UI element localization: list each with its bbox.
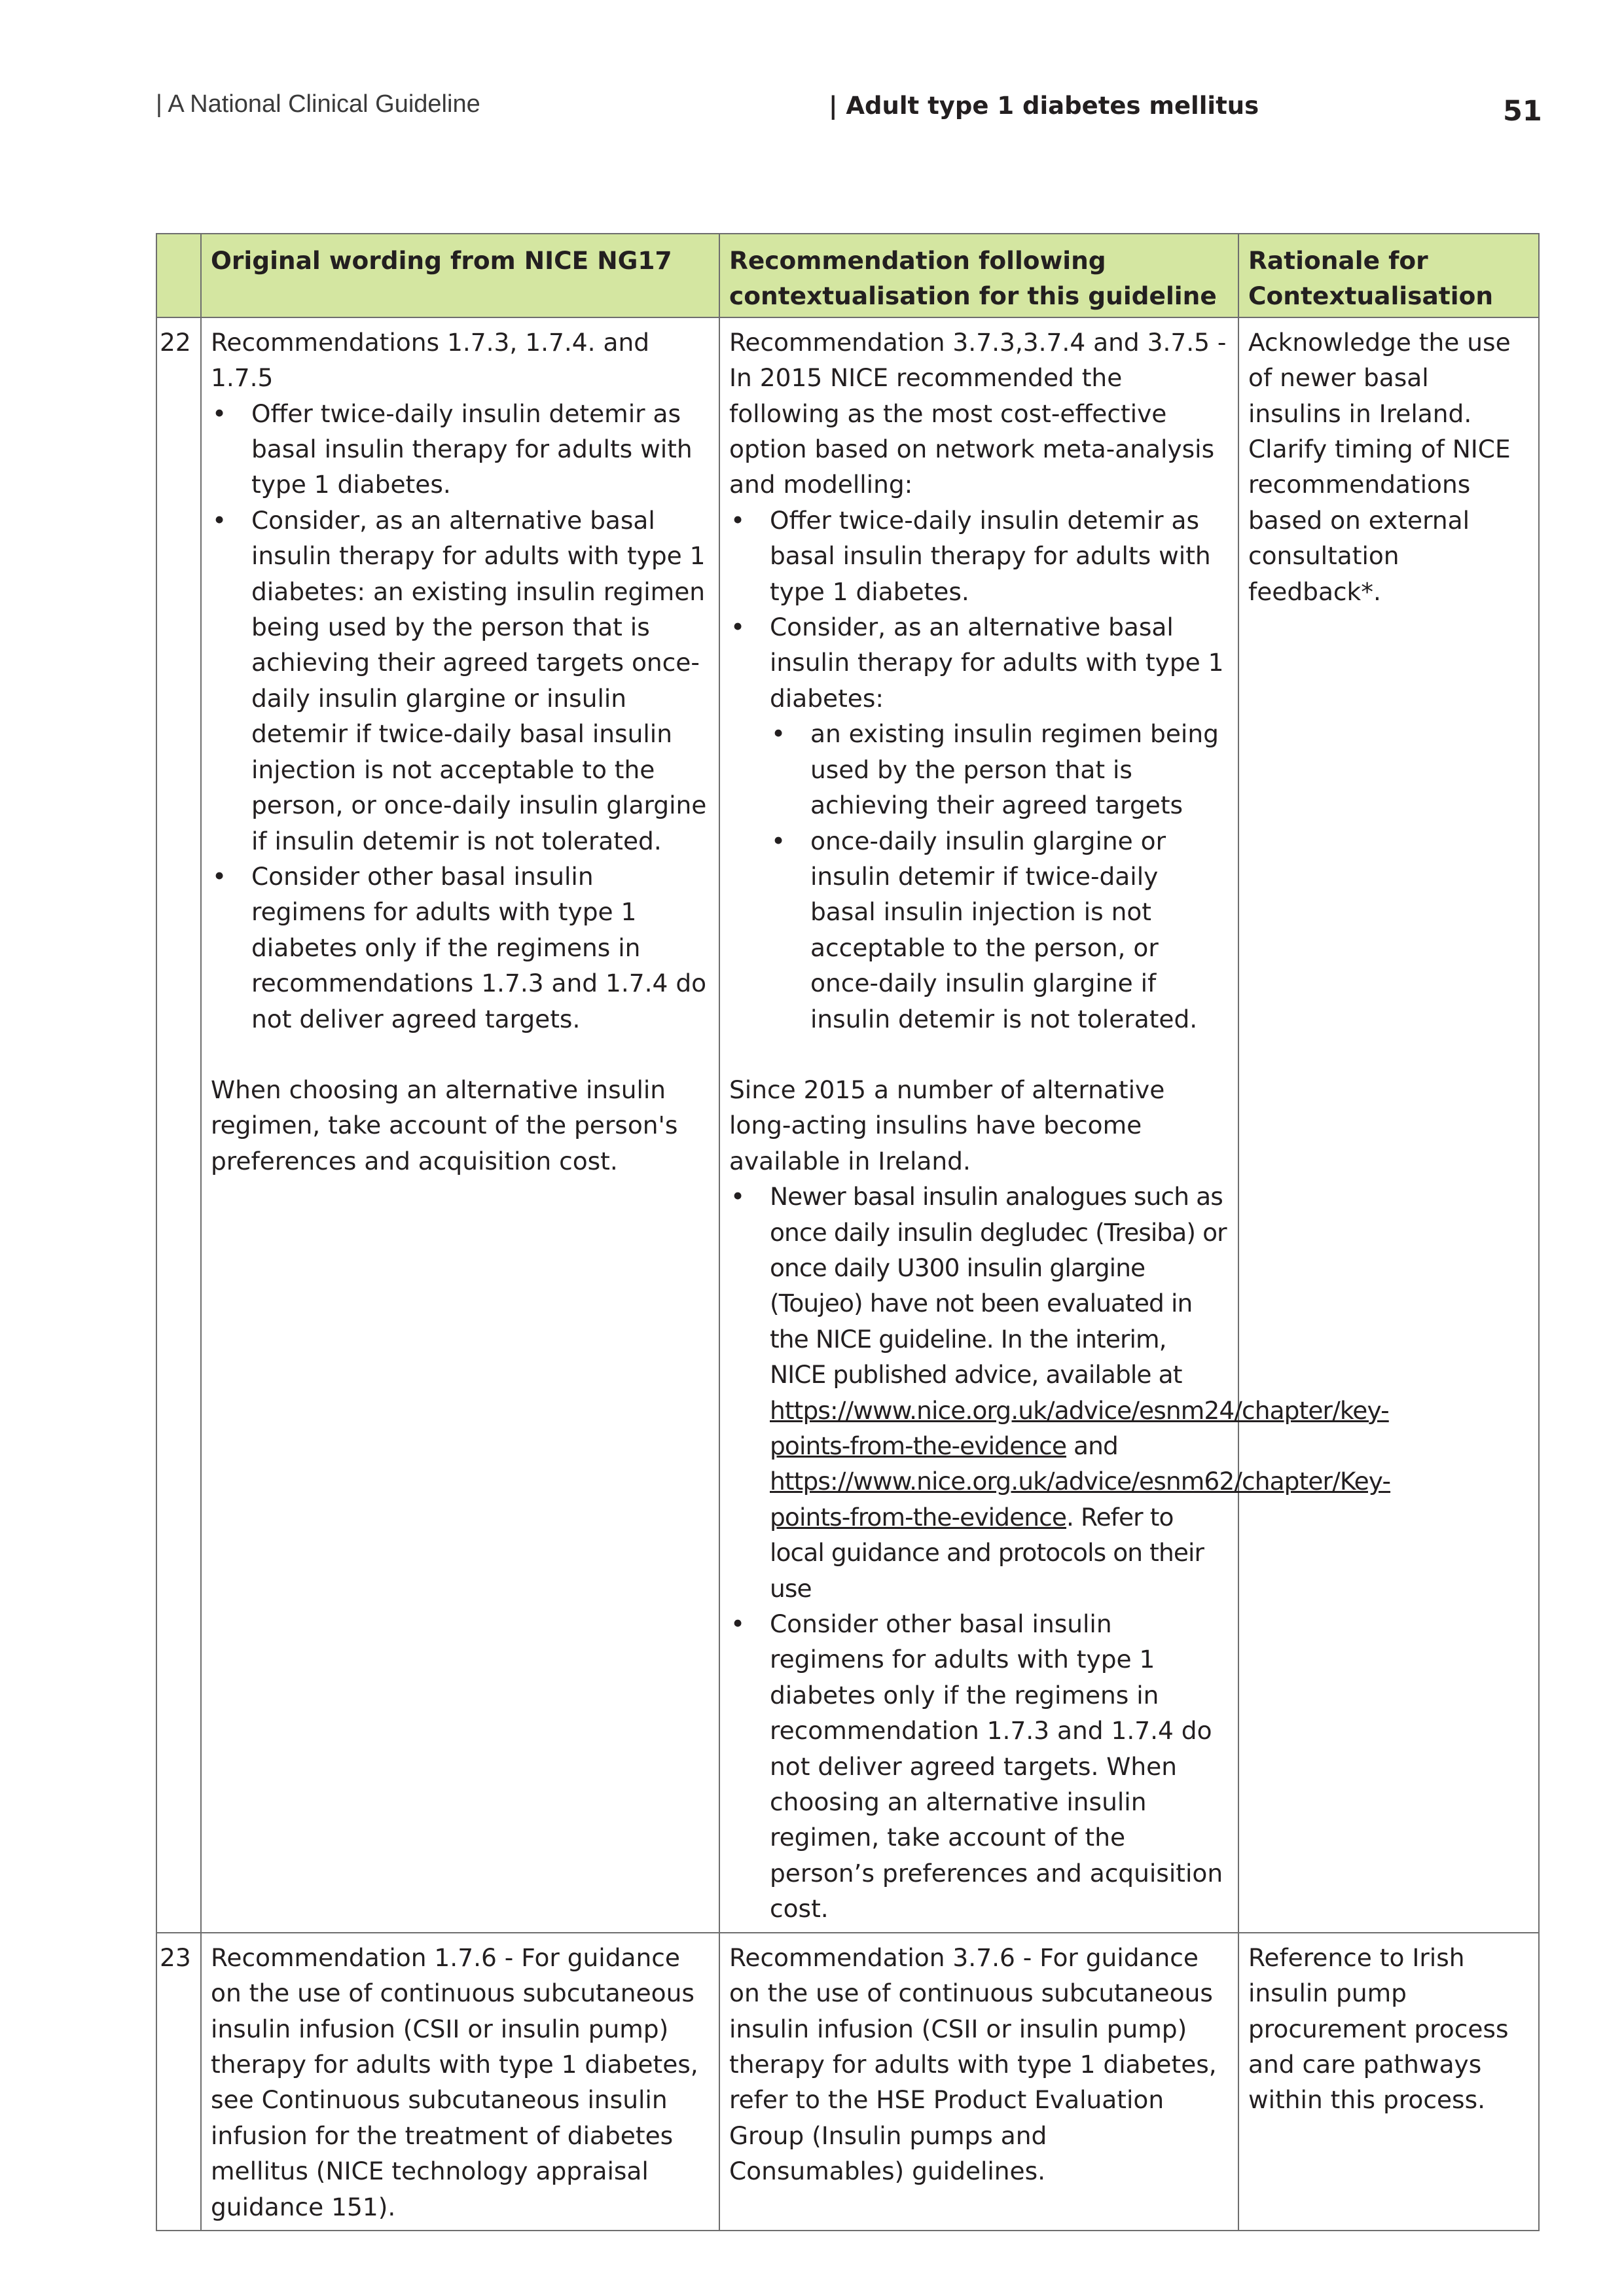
rationale-cell: Reference to Irish insulin pump procurement process and care pathways within this process. [1238, 1933, 1539, 2231]
running-header-left: | A National Clinical Guideline [156, 90, 480, 118]
column-header-rationale: Rationale for Contextualisation [1238, 234, 1539, 317]
nice-advice-link-esnm24[interactable]: https://www.nice.org.uk/advice/esnm24/chapter/key-points-from-the-evidence [770, 1395, 1389, 1460]
list-item: • Offer twice-daily insulin detemir as basal insulin therapy for adults with type 1 diabetes. [729, 503, 1229, 609]
original-bullet-list [211, 396, 710, 1037]
newer-text-a: Newer basal insulin analogues such as once daily insulin degludec (Tresiba) or once daily U300 insulin glargine (Toujeo) have not been evaluated in the NICE guideline. In the interim, NICE published advice, available at [770, 1182, 1227, 1390]
recommendation-newer-list [729, 1179, 1391, 1927]
original-wording-cell [201, 317, 719, 1933]
list-item [729, 1179, 1391, 1606]
original-closing: When choosing an alternative insulin regimen, take account of the person's preferences and acquisition cost. [211, 1075, 678, 1175]
running-header-title: | Adult type 1 diabetes mellitus [829, 92, 1259, 120]
table-row [156, 1933, 1539, 2231]
list-item: • Consider other basal insulin regimens for adults with type 1 diabetes only if the regimens in recommendation 1.7.3 and 1.7.4 do not deliver agreed targets. When choosing an alternative insulin regimen, take account of the person’s preferences and acquisition cost. [729, 1606, 1229, 1927]
table-header-row [156, 234, 1539, 317]
rationale-cell: Acknowledge the use of newer basal insulins in Ireland. Clarify timing of NICE recommendations based on external consultation feedback*. [1238, 317, 1539, 1933]
table-row [156, 317, 1539, 1933]
list-item-text: Consider, as an alternative basal insulin therapy for adults with type 1 diabetes: [770, 613, 1224, 713]
newer-text-b: . Refer to local guidance and protocols on their use [770, 1502, 1204, 1603]
newer-text-and: and [1066, 1431, 1118, 1460]
original-intro: Recommendations 1.7.3, 1.7.4. and 1.7.5 [211, 327, 650, 393]
recommendation-since: Since 2015 a number of alternative long-acting insulins have become available in Ireland. [729, 1075, 1165, 1175]
recommendations-table [156, 233, 1540, 2231]
recommendation-sub-list [770, 716, 1229, 1037]
list-item: • Offer twice-daily insulin detemir as basal insulin therapy for adults with type 1 diabetes. [211, 396, 710, 503]
recommendation-bullet-list [729, 503, 1229, 1037]
list-item: • once-daily insulin glargine or insulin detemir if twice-daily basal insulin injection is not acceptable to the person, or once-daily insulin glargine if insulin detemir is not tolerated. [770, 823, 1229, 1037]
page-number: 51 [1503, 95, 1542, 128]
list-item [729, 609, 1229, 1037]
list-item: • Consider, as an alternative basal insulin therapy for adults with type 1 diabetes: an existing insulin regimen being used by the person that is achieving their agreed targets once-daily insulin glargine or insulin detemir if twice-daily basal insulin injection is not acceptable to the person, or once-daily insulin glargine if insulin detemir is not tolerated. [211, 503, 710, 859]
column-header-original: Original wording from NICE NG17 [201, 234, 719, 317]
column-header-recommendation: Recommendation following contextualisation for this guideline [719, 234, 1238, 317]
original-wording-cell: Recommendation 1.7.6 - For guidance on the use of continuous subcutaneous insulin infusion (CSII or insulin pump) therapy for adults with type 1 diabetes, see Continuous subcutaneous insulin infusion for the treatment of diabetes mellitus (NICE technology appraisal guidance 151). [201, 1933, 719, 2231]
row-number: 23 [156, 1933, 201, 2231]
recommendation-cell: Recommendation 3.7.6 - For guidance on the use of continuous subcutaneous insulin infusion (CSII or insulin pump) therapy for adults with type 1 diabetes, refer to the HSE Product Evaluation Group (Insulin pumps and Consumables) guidelines. [719, 1933, 1238, 2231]
nice-advice-link-esnm62[interactable]: https://www.nice.org.uk/advice/esnm62/chapter/Key-points-from-the-evidence [770, 1467, 1391, 1532]
row-number: 22 [156, 317, 201, 1933]
list-item: • Consider other basal insulin regimens for adults with type 1 diabetes only if the regimens in recommendations 1.7.3 and 1.7.4 do not deliver agreed targets. [211, 859, 710, 1037]
recommendation-intro: Recommendation 3.7.3,3.7.4 and 3.7.5 - In 2015 NICE recommended the following as the most cost-effective option based on network meta-analysis and modelling: [729, 327, 1227, 499]
list-item: • an existing insulin regimen being used by the person that is achieving their agreed targets [770, 716, 1229, 823]
column-header-number [156, 234, 201, 317]
